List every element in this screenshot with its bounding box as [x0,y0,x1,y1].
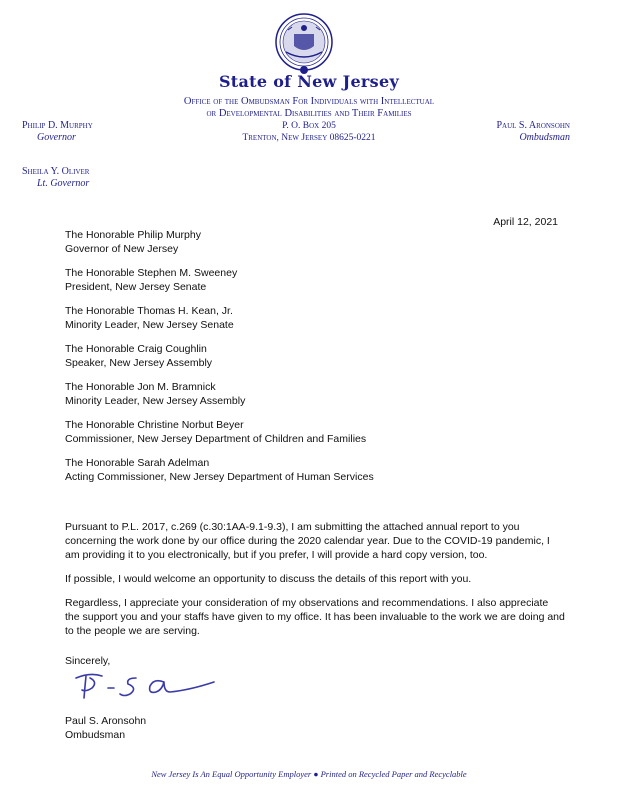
recipient-address [65,342,565,370]
signer-block [65,714,565,742]
recipient-title: Minority Leader, New Jersey Assembly [65,395,246,407]
recipient-title: Speaker, New Jersey Assembly [65,357,213,369]
closing: Sincerely, [65,655,111,667]
recipient-address [65,456,565,484]
recipient-title: Minority Leader, New Jersey Senate [65,319,234,331]
recipient-name: The Honorable Thomas H. Kean, Jr. [65,305,233,317]
body-paragraph: If possible, I would welcome an opportunity to discuss the details of this report with you. [65,573,472,585]
recipient-list [65,228,565,494]
recipient-address [65,304,565,332]
ombudsman-name: Paul S. Aronsohn [496,120,570,131]
signer-title: Ombudsman [65,729,126,741]
footer-note: New Jersey Is An Equal Opportunity Employer ● Printed on Recycled Paper and Recyclable [151,769,467,779]
letter-body [65,520,565,678]
state-seal-icon [274,12,334,76]
governor-block [22,120,93,144]
recipient-name: The Honorable Christine Norbut Beyer [65,419,244,431]
recipient-title: Acting Commissioner, New Jersey Department of Human Services [65,471,374,483]
recipient-address [65,380,565,408]
signer-name: Paul S. Aronsohn [65,715,147,727]
ombudsman-block [496,120,570,144]
recipient-name: The Honorable Sarah Adelman [65,457,210,469]
recipient-title: Governor of New Jersey [65,243,179,255]
letter-date: April 12, 2021 [493,216,558,228]
body-paragraph: Regardless, I appreciate your consideration of my observations and recommendations. I also appreciate the support you and your staffs have given to my office. It has been invaluable to the work we are doing and to the people we are serving. [65,597,565,637]
lt-governor-title: Lt. Governor [37,178,90,189]
lt-governor-name: Sheila Y. Oliver [22,166,90,177]
recipient-title: President, New Jersey Senate [65,281,207,293]
recipient-name: The Honorable Jon M. Bramnick [65,381,216,393]
po-box: P. O. Box 205 [282,121,336,131]
handwritten-signature [68,668,218,702]
recipient-address [65,418,565,446]
governor-name: Philip D. Murphy [22,120,93,131]
recipient-name: The Honorable Philip Murphy [65,229,201,241]
recipient-address [65,266,565,294]
governor-title: Governor [37,132,76,143]
recipient-name: The Honorable Craig Coughlin [65,343,207,355]
recipient-address [65,228,565,256]
recipient-title: Commissioner, New Jersey Department of Children and Families [65,433,367,445]
lt-governor-block [22,166,89,190]
recipient-name: The Honorable Stephen M. Sweeney [65,267,238,279]
ombudsman-title: Ombudsman [519,132,570,143]
office-line-1: Office of the Ombudsman For Individuals with Intellectual [183,96,435,107]
body-paragraph: Pursuant to P.L. 2017, c.269 (c.30:1AA-9.1-9.3), I am submitting the attached annual report to you concerning the work done by our office during the 2020 calendar year. Due to the COVID-19 pandemic, I am providing it to you electronically, but if you prefer, I will provide a hard copy version, too. [65,521,550,561]
city-address: Trenton, New Jersey 08625-0221 [242,133,376,143]
office-line-2: or Developmental Disabilities and Their Families [206,108,412,119]
letterhead-state-name: State of New Jersey [218,72,400,91]
